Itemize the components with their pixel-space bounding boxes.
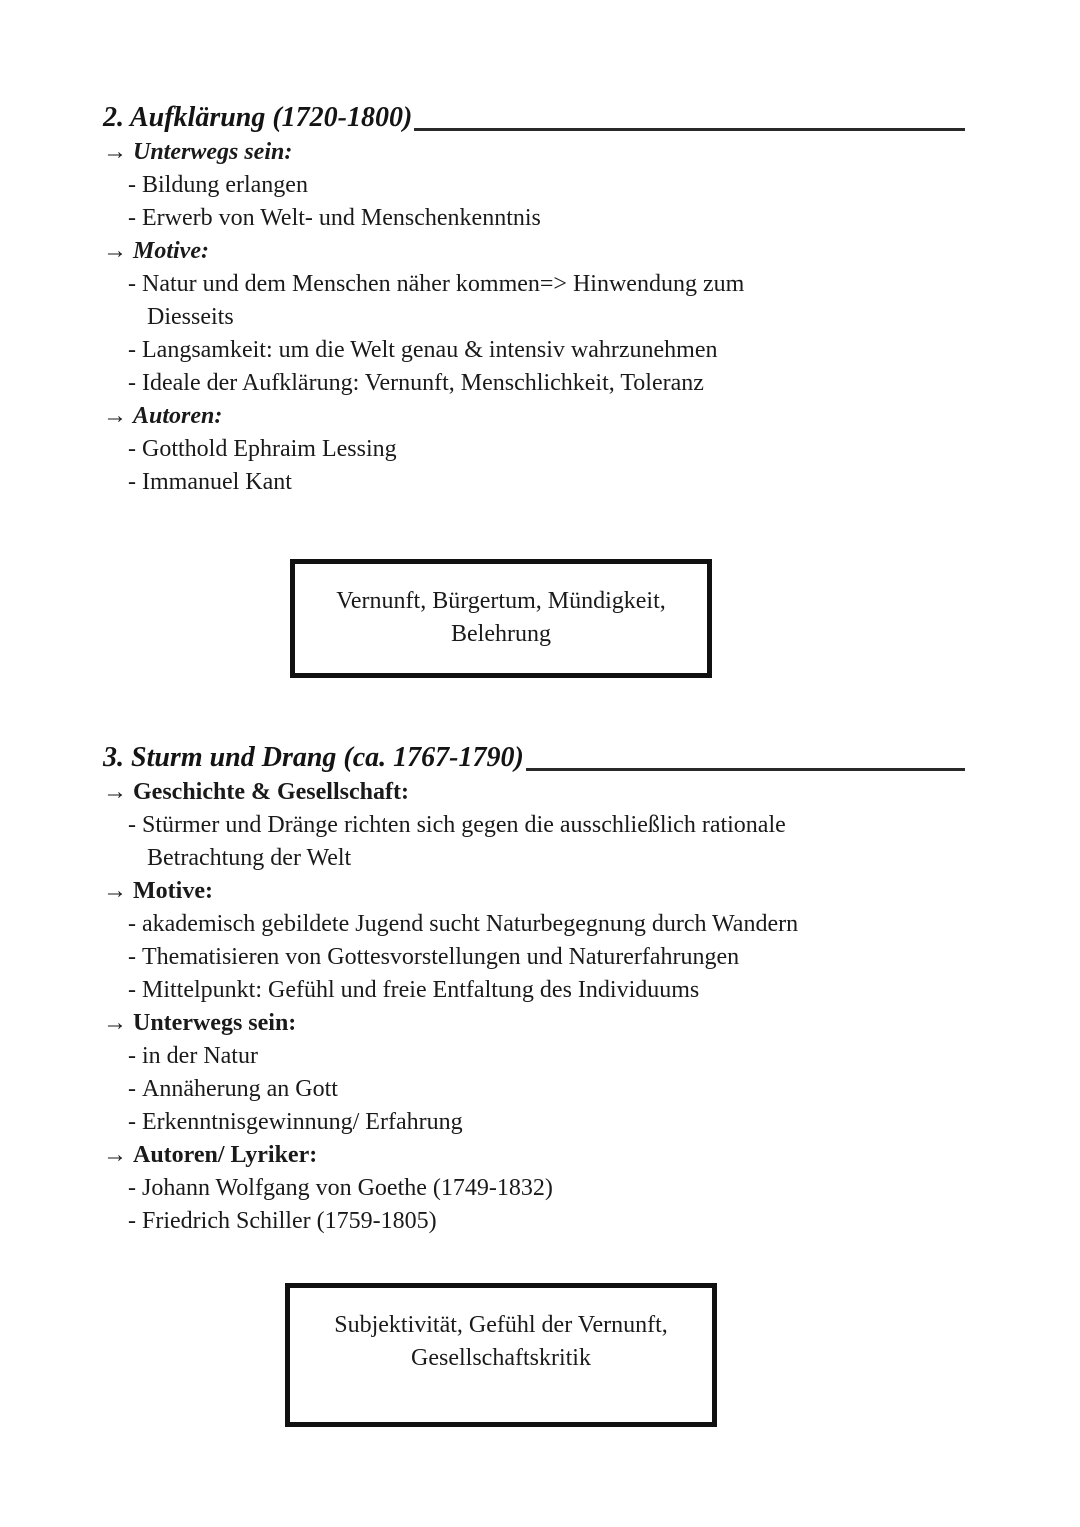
bullet-item: - Ideale der Aufklärung: Vernunft, Menschlichkeit, Toleranz: [103, 367, 965, 400]
dash-icon: -: [128, 944, 136, 970]
bullet-item: - Gotthold Ephraim Lessing: [103, 433, 965, 466]
bullet-item: - in der Natur: [103, 1040, 965, 1073]
arrow-icon: →: [103, 878, 127, 904]
dash-icon: -: [128, 172, 136, 198]
dash-icon: -: [128, 205, 136, 231]
bullet-item-continuation: Diesseits: [147, 304, 234, 330]
bullet-item: - Mittelpunkt: Gefühl und freie Entfaltung des Individuums: [103, 974, 965, 1007]
bullet-item: - Johann Wolfgang von Goethe (1749-1832): [103, 1172, 965, 1205]
bullet-item: - Langsamkeit: um die Welt genau & intensiv wahrzunehmen: [103, 334, 965, 367]
dash-icon: -: [128, 911, 136, 937]
section-sturm-und-drang: [103, 740, 965, 1238]
keywords-box-sturm-und-drang: [285, 1283, 717, 1427]
category-label-geschichte-gesellschaft: → Geschichte & Gesellschaft:: [103, 776, 965, 809]
bullet-item-continuation: Betrachtung der Welt: [147, 845, 352, 871]
section-heading-text: 2. Aufklärung (1720-1800): [103, 102, 413, 133]
bullet-item: - Friedrich Schiller (1759-1805): [103, 1205, 965, 1238]
arrow-icon: →: [103, 238, 127, 264]
dash-icon: -: [128, 271, 136, 297]
keywords-line: Vernunft, Bürgertum, Mündigkeit,: [336, 588, 666, 614]
dash-icon: -: [128, 337, 136, 363]
keywords-line: Subjektivität, Gefühl der Vernunft,: [334, 1312, 668, 1338]
category-label-unterwegs-sein: → Unterwegs sein:: [103, 136, 965, 169]
heading-underline-rule: [526, 768, 965, 771]
section-aufklaerung: [103, 100, 965, 499]
arrow-icon: →: [103, 139, 127, 165]
arrow-icon: →: [103, 403, 127, 429]
bullet-item: - Natur und dem Menschen näher kommen=> Hinwendung zum: [103, 268, 965, 301]
bullet-item: - Erwerb von Welt- und Menschenkenntnis: [103, 202, 965, 235]
bullet-item: - Immanuel Kant: [103, 466, 965, 499]
bullet-item: - Stürmer und Dränge richten sich gegen die ausschließlich rationale: [103, 809, 965, 842]
section-heading-aufklaerung: [103, 100, 965, 136]
arrow-icon: →: [103, 779, 127, 805]
category-label-motive: → Motive:: [103, 235, 965, 268]
bullet-item: - Erkenntnisgewinnung/ Erfahrung: [103, 1106, 965, 1139]
dash-icon: -: [128, 370, 136, 396]
arrow-icon: →: [103, 1142, 127, 1168]
bullet-item: - Thematisieren von Gottesvorstellungen und Naturerfahrungen: [103, 941, 965, 974]
bullet-item: - Bildung erlangen: [103, 169, 965, 202]
dash-icon: -: [128, 1043, 136, 1069]
category-label-motive: → Motive:: [103, 875, 965, 908]
dash-icon: -: [128, 1109, 136, 1135]
keywords-line: Gesellschaftskritik: [411, 1345, 591, 1371]
arrow-icon: →: [103, 1010, 127, 1036]
dash-icon: -: [128, 977, 136, 1003]
keywords-box-aufklaerung: [290, 559, 712, 678]
dash-icon: -: [128, 1076, 136, 1102]
section-heading-text: 3. Sturm und Drang (ca. 1767-1790): [103, 742, 524, 773]
category-label-autoren: → Autoren:: [103, 400, 965, 433]
section-heading-sturm-und-drang: [103, 740, 965, 776]
dash-icon: -: [128, 1208, 136, 1234]
dash-icon: -: [128, 1175, 136, 1201]
category-label-autoren-lyriker: → Autoren/ Lyriker:: [103, 1139, 965, 1172]
heading-underline-rule: [414, 128, 965, 131]
dash-icon: -: [128, 812, 136, 838]
bullet-item: - akademisch gebildete Jugend sucht Naturbegegnung durch Wandern: [103, 908, 965, 941]
dash-icon: -: [128, 436, 136, 462]
dash-icon: -: [128, 469, 136, 495]
keywords-line: Belehrung: [451, 621, 551, 647]
category-label-unterwegs-sein: → Unterwegs sein:: [103, 1007, 965, 1040]
bullet-item: - Annäherung an Gott: [103, 1073, 965, 1106]
